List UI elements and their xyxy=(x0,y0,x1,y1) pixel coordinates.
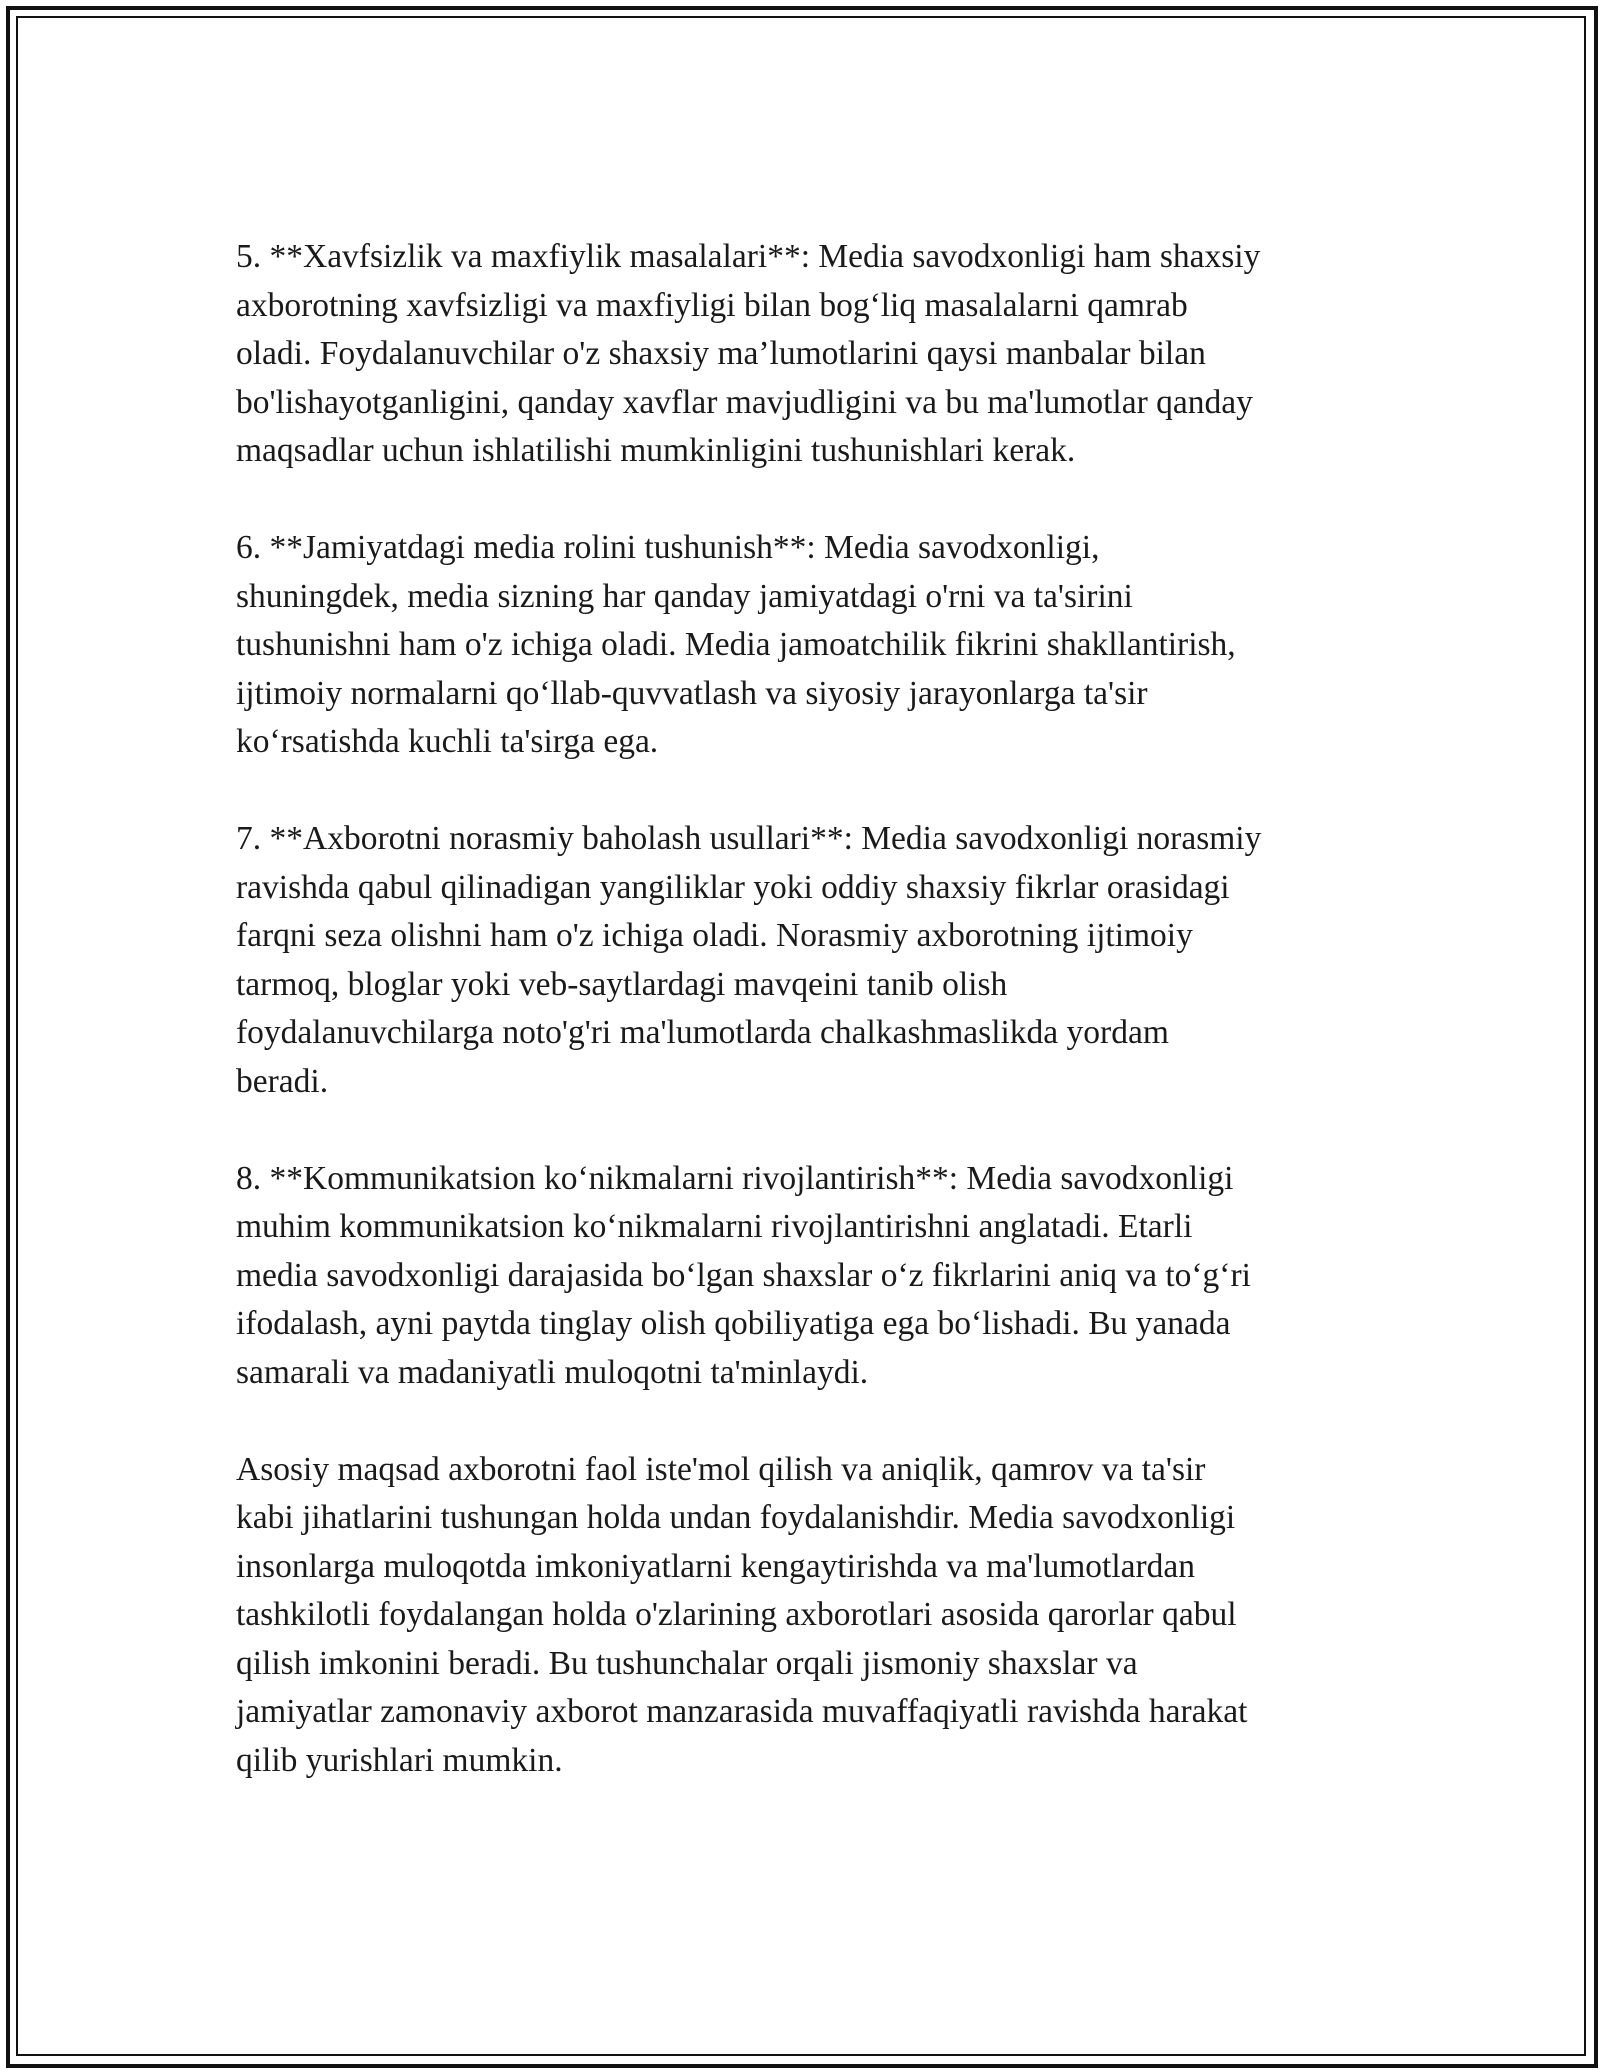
text-line: jamiyatlar zamonaviy axborot manzarasida muvaffaqiyatli ravishda harakat xyxy=(236,1693,1248,1730)
text-line: kabi jihatlarini tushungan holda undan foydalanishdir. Media savodxonligi xyxy=(236,1499,1236,1536)
text-line: muhim kommunikatsion ko‘nikmalarni rivojlantirishni anglatadi. Etarli xyxy=(236,1208,1193,1245)
text-line: Asosiy maqsad axborotni faol iste'mol qilish va aniqlik, qamrov va ta'sir xyxy=(236,1450,1206,1488)
text-line: qilish imkonini beradi. Bu tushunchalar orqali jismoniy shaxslar va xyxy=(236,1644,1138,1682)
text-line: farqni seza olishni ham o'z ichiga oladi. Norasmiy axborotning ijtimoiy xyxy=(236,917,1193,954)
document-body xyxy=(236,233,1416,1834)
text-line: foydalanuvchilarga noto'g'ri ma'lumotlarda chalkashmaslikda yordam xyxy=(236,1014,1169,1051)
text-line: qilib yurishlari mumkin. xyxy=(236,1741,563,1779)
text-line: ijtimoiy normalarni qo‘llab-quvvatlash va siyosiy jarayonlarga ta'sir xyxy=(236,674,1148,712)
text-line: 8. **Kommunikatsion ko‘nikmalarni rivojlantirish**: Media savodxonligi xyxy=(236,1159,1234,1197)
paragraph-conclusion xyxy=(236,1446,1416,1786)
paragraph-informal-evaluation xyxy=(236,815,1416,1106)
text-line: insonlarga muloqotda imkoniyatlarni kengaytirishda va ma'lumotlardan xyxy=(236,1547,1196,1585)
text-line: oladi. Foydalanuvchilar o'z shaxsiy ma’lumotlarini qaysi manbalar bilan xyxy=(236,335,1206,372)
text-line: 5. **Xavfsizlik va maxfiylik masalalari**: Media savodxonligi ham shaxsiy xyxy=(236,238,1261,275)
text-line: shuningdek, media sizning har qanday jamiyatdagi o'rni va ta'sirini xyxy=(236,577,1133,615)
text-line: media savodxonligi darajasida bo‘lgan shaxslar o‘z fikrlarini aniq va to‘g‘ri xyxy=(236,1256,1251,1294)
text-line: 6. **Jamiyatdagi media rolini tushunish**: Media savodxonligi, xyxy=(236,529,1100,566)
text-line: bo'lishayotganligini, qanday xavflar mavjudligini va bu ma'lumotlar qanday xyxy=(236,383,1253,421)
paragraph-communication-skills xyxy=(236,1155,1416,1398)
text-line: axborotning xavfsizligi va maxfiyligi bilan bog‘liq masalalarni qamrab xyxy=(236,286,1188,324)
text-line: ifodalash, ayni paytda tinglay olish qobiliyatiga ega bo‘lishadi. Bu yanada xyxy=(236,1305,1231,1342)
text-line: tashkilotli foydalangan holda o'zlarining axborotlari asosida qarorlar qabul xyxy=(236,1596,1237,1633)
text-line: tushunishni ham o'z ichiga oladi. Media jamoatchilik fikrini shakllantirish, xyxy=(236,626,1236,663)
paragraph-media-role xyxy=(236,524,1416,767)
text-line: beradi. xyxy=(236,1062,329,1100)
paragraph-security-privacy xyxy=(236,233,1416,476)
text-line: maqsadlar uchun ishlatilishi mumkinligini tushunishlari kerak. xyxy=(236,432,1076,469)
text-line: 7. **Axborotni norasmiy baholash usullari**: Media savodxonligi norasmiy xyxy=(236,820,1262,857)
text-line: ko‘rsatishda kuchli ta'sirga ega. xyxy=(236,723,659,760)
text-line: samarali va madaniyatli muloqotni ta'minlaydi. xyxy=(236,1353,869,1391)
text-line: tarmoq, bloglar yoki veb-saytlardagi mavqeini tanib olish xyxy=(236,965,1008,1003)
text-line: ravishda qabul qilinadigan yangiliklar yoki oddiy shaxsiy fikrlar orasidagi xyxy=(236,868,1230,906)
